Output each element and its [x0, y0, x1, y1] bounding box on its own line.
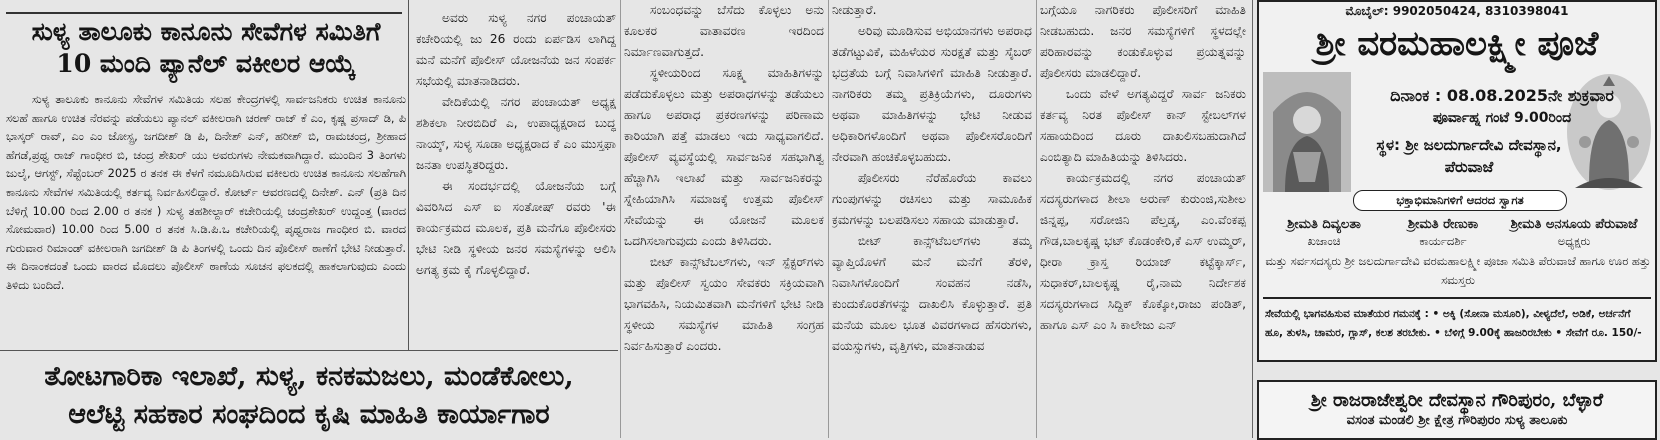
ad-note: ಸೇವೆಯಲ್ಲಿ ಭಾಗವಹಿಸುವ ಮಾತೆಯರ ಗಮನಕ್ಕೆ : • ಅಕ್ಕಿ (ಸೋನಾ ಮಸೂರಿ), ವೀಳ್ಯದೆಲೆ, ಅಡಿಕೆ, ಅರ್ಚನೆಗೆ ಹೂ, ತುಳಸಿ, ಚಾಮರ, ಗ್ಲಾಸ್, ಕಲಶ ತರಬೇಕು. • ಬೆಳಿಗ್ಗೆ 9.00ಕ್ಕೆ ಹಾಜರಿರಬೇಕು • ಸೇವೆಗೆ ರೂ. 150/-: [1265, 308, 1642, 339]
paragraph: ಈ ಸಂದರ್ಭದಲ್ಲಿ ಯೋಜನೆಯ ಬಗ್ಗೆ ವಿವರಿಸಿದ ಎಸ್ ಐ ಸಂತೋಷ್ ರವರು 'ಈ ಕಾರ್ಯಕ್ರಮದ ಮೂಲಕ, ಪ್ರತಿ ಮನೆಗೂ ಪೊಲೀಸರು ಭೇಟಿ ನೀಡಿ ಸ್ಥಳೀಯ ಜನರ ಸಮಸ್ಯೆಗಳನ್ನು ಆಲಿಸಿ ಅಗತ್ಯ ಕ್ರಮ ಕೈ ಗೊಳ್ಳಲಿದ್ದಾರೆ.: [416, 179, 616, 277]
paragraph: ಕಾರ್ಯಕ್ರಮದಲ್ಲಿ ನಗರ ಪಂಚಾಯತ್ ಸದಸ್ಯರುಗಳಾದ ಶೀಲಾ ಅರುಣ್ ಕುರುಂಜಿ,ಸುಶೀಲ ಜಿನ್ನಪ್ಪ, ಸರೋಜಿನಿ ಪೆಲ್ತಡ್ಕ, ಎಂ.ವೆಂಕಪ್ಪ ಗೌಡ,ಬಾಲಕೃಷ್ಣ ಭಟ್ ಕೊಡಂಕೇರಿ,ಕೆ ಎಸ್ ಉಮ್ಮರ್, ಧೀರಾ ಕ್ರಾಸ್ತ ರಿಯಾಜ್ ಕಟ್ಟೆಕ್ಕಾರ್ಸ್, ಸುಧಾಕರ್,ಬಾಲಕೃಷ್ಣ ರೈ,ನಾಮ ನಿರ್ದೇಶಕ ಸದಸ್ಯರುಗಳಾದ ಸಿದ್ದಿಕ್ ಕೊಕ್ಕೋ,ರಾಜು ಪಂಡಿತ್, ಹಾಗೂ ಎಸ್ ಎಂ ಸಿ ಕಾಲೇಜು ಎನ್: [1040, 171, 1246, 332]
column-rule: [1036, 0, 1037, 438]
organizer-name: ಶ್ರೀಮತಿ ಅನಸೂಯ ಪೆರುವಾಜೆ: [1510, 217, 1638, 232]
paragraph: ಪೊಲೀಸರು ನೆರೆಹೊರೆಯ ಕಾವಲು ಗುಂಪುಗಳನ್ನು ರಚಿಸಲು ಮತ್ತು ಸಾಮೂಹಿಕ ಕ್ರಮಗಳನ್ನು ಬಲಪಡಿಸಲು ಸಹಾಯ ಮಾಡುತ್ತಾರೆ.: [832, 171, 1032, 227]
article-column-4: [832, 0, 1032, 438]
organizer-name: ಶ್ರೀಮತಿ ದಿವ್ಯಲತಾ: [1287, 217, 1361, 232]
ad2-title: ಶ್ರೀ ರಾಜರಾಜೇಶ್ವರೀ ದೇವಸ್ಥಾನ ಗೌರಿಪುರಂ, ಬೆಳ್ಳಾರೆ: [1310, 390, 1604, 411]
article-legal-services: [6, 0, 406, 348]
article-body: ಸುಳ್ಯ ತಾಲೂಕು ಕಾನೂನು ಸೇವೆಗಳ ಸಮಿತಿಯ ಸಲಹ ಕೇಂದ್ರಗಳಲ್ಲಿ ಸಾರ್ವಜನಿಕರು ಉಚಿತ ಕಾನೂನು ಸಲಹೆ ಹಾಗೂ ಉಚಿತ ನೆರವನ್ನು ಪಡೆಯಲು ಪ್ಯಾನಲ್ ವಕೀಲರಾಗಿ ಚರಣ್ ರಾಜ್ ಕೆ ಎಂ, ಕೃಷ್ಣ ಪ್ರಸಾದ್ ಡಿ, ಪಿ ಭಾಸ್ಕರ್ ರಾವ್, ಎಂ ಎಂ ಜೋಸ್ಪ್ರ, ಜಗದೀಶ್ ಡಿ ಪಿ, ದಿನೇಶ್ ಎನ್, ಹರೀಶ್ ಬಿ, ರಾಮಚಂದ್ರ, ಶ್ರೀಹಾದ ಹೆಗಡೆ,ಪ್ರಥ್ವ ರಾಜ್ ಗಾಂಧೀರ ಬಿ, ಚಂದ್ರ ಶೇಖರ್ ಯು ಅವರುಗಳು ನೇಮಕವಾಗಿದ್ದಾರೆ. ಮುಂದಿನ 3 ತಿಂಗಳು ಜುಲೈ, ಆಗಸ್ಟ್, ಸೆಪ್ಟೆಂಬರ್ 2025 ರ ತನಕ ಈ ಕೆಳಗೆ ನಮೂದಿಸಿರುವ ವಕೀಲರು ಉಚಿತ ಕಾನೂನು ಸಲಹೆಗಾಗಿ ಕಾನೂನು ಸೇವೆಗಳ ಸಮಿತಿಯಲ್ಲಿ ಕರ್ತವ್ಯ ನಿರ್ವಹಿಸಲಿದ್ದಾರೆ. ಕೋರ್ಟ್ ಆವರಣದಲ್ಲಿ ದಿನೇಶ್. ಎನ್ (ಪ್ರತಿ ದಿನ ಬೆಳಿಗ್ಗೆ 10.00 ರಿಂದ 2.00 ರ ತನಕ ) ಸುಳ್ಯ ತಹಶೀಲ್ದಾರ್ ಕಚೇರಿಯಲ್ಲಿ ಚಂದ್ರಶೇಖರ್ ಉದ್ದಂತ್ತ (ವಾರದ ಸೋಮವಾರ) 10.00 ರಿಂದ 5.00 ರ ತನಕ ಸಿ.ಡಿ.ಪಿ.ಒ ಕಚೇರಿಯಲ್ಲಿ ಪೃಥ್ವರಾಜ ಗಾಂಧೀರ ಬಿ. ವಾರದ ಗುರುವಾರ ರಿಮಾಂಡ್ ವಕೀಲರಾಗಿ ಜಗದೀಶ್ ಡಿ ಪಿ ತಿಂಗಳಲ್ಲಿ ಒಂದು ದಿನ ಪೊಲೀಸ್ ಠಾಣೆಗೆ ಭೇಟಿ ನೀಡುತ್ತಾರೆ. ಈ ದಿನಾಂಕದಂತೆ ಒಂದು ವಾರದ ಮೊದಲು ಪೊಲೀಸ್ ಠಾಣೆಯ ಸೂಚನ ಫಲಕದಲ್ಲಿ ಹಾಕಲಾಗುವುದು ಎಂದು ತಿಳಿದು ಬಂದಿದೆ.: [6, 92, 406, 292]
organizer-role: ಖಜಾಂಚಿ: [1307, 234, 1341, 248]
page-gutter: [1252, 0, 1253, 438]
ad-time: ಪೂರ್ವಾಹ್ನ ಗಂಟೆ 9.00ರಿಂದ: [1432, 110, 1572, 126]
paragraph: ಸ್ಥಳೀಯರಿಂದ ಸೂಕ್ಷ್ಮ ಮಾಹಿತಿಗಳನ್ನು ಪಡೆದುಕೊಳ್ಳಲು ಮತ್ತು ಅಪರಾಧಗಳನ್ನು ತಡೆಯಲು ಹಾಗೂ ಅಪರಾಧ ಪ್ರಕರಣಗಳನ್ನು ಪರಿಣಾಮ ಕಾರಿಯಾಗಿ ಪತ್ತೆ ಮಾಡಲು ಇದು ಸಾಧ್ಯವಾಗಲಿದೆ. ಪೊಲೀಸ್ ವ್ಯವಸ್ಥೆಯಲ್ಲಿ ಸಾರ್ವಜನಿಕ ಸಹಭಾಗಿತ್ವ ಹೆಚ್ಚಾಗಿಸಿ ಇಲಾಖೆ ಮತ್ತು ಸಾರ್ವಜನಿಕರನ್ನು ಸ್ನೇಹಿಯಾಗಿಸಿ ಸಮಾಜಕ್ಕೆ ಉತ್ತಮ ಪೊಲೀಸ್ ಸೇವೆಯನ್ನು ಈ ಯೋಜನೆ ಮೂಲಕ ಒದಗಿಸಲಾಗುವುದು ಎಂದು ತಿಳಿಸಿದರು.: [624, 66, 824, 248]
paragraph: ಬೀಟ್ ಕಾನ್ಸ್‌ಟೆಬಲ್‌ಗಳು ತಮ್ಮ ವ್ಯಾಪ್ತಿಯೊಳಗೆ ಮನೆ ಮನೆಗೆ ತೆರಳಿ, ನಿವಾಸಿಗಳೊಂದಿಗೆ ಸಂವಹನ ನಡೆಸಿ, ಕುಂದುಕೊರತೆಗಳನ್ನು ದಾಖಲಿಸಿ ಕೊಳ್ಳುತ್ತಾರೆ. ಪ್ರತಿ ಮನೆಯ ಮೂಲ ಭೂತ ವಿವರಗಳಾದ ಹೆಸರುಗಳು, ವಯಸ್ಸುಗಳು, ವೃತ್ತಿಗಳು, ಮಾತನಾಡುವ: [832, 234, 1032, 353]
ad-divider: [1263, 297, 1651, 299]
paragraph: ಅರಿವು ಮೂಡಿಸುವ ಅಭಿಯಾನಗಳು ಅಪರಾಧ ತಡೆಗಟ್ಟುವಿಕೆ, ಮಹಿಳೆಯರ ಸುರಕ್ಷತೆ ಮತ್ತು ಸೈಬರ್ ಭದ್ರತೆಯ ಬಗ್ಗೆ ನಿವಾಸಿಗಳಿಗೆ ಮಾಹಿತಿ ನೀಡುತ್ತಾರೆ. ನಾಗರಿಕರು ತಮ್ಮ ಪ್ರತಿಕ್ರಿಯೆಗಳು, ದೂರುಗಳು ಅಥವಾ ಮಾಹಿತಿಗಳನ್ನು ಭೇಟಿ ನೀಡುವ ಅಧಿಕಾರಿಗಳೊಂದಿಗೆ ಅಥವಾ ಪೊಲೀಸರೊಂದಿಗೆ ನೇರವಾಗಿ ಹಂಚಿಕೊಳ್ಳಬಹುದು.: [832, 24, 1032, 164]
advertisement-rajarajeshwari-temple: [1257, 380, 1657, 440]
column-rule: [620, 0, 621, 438]
column-rule: [408, 0, 409, 350]
ad-members: ಮತ್ತು ಸರ್ವಸದಸ್ಯರು ಶ್ರೀ ಜಲದುರ್ಗಾದೇವಿ ವರಮಹಾಲಕ್ಷ್ಮೀ ಪೂಜಾ ಸಮಿತಿ ಪೆರುವಾಜೆ ಹಾಗೂ ಊರ ಹತ್ತು ಸಮಸ್ತರು: [1265, 254, 1651, 287]
paragraph: ವೇದಿಕೆಯಲ್ಲಿ ನಗರ ಪಂಚಾಯತ್ ಅಧ್ಯಕ್ಷ ಶಶಿಕಲಾ ನೀರಬಿದಿರೆ ಎ, ಉಪಾಧ್ಯಕ್ಷರಾದ ಬುದ್ಧ ನಾಯ್ಕ್, ಸುಳ್ಯ ಸೂಡಾ ಅಧ್ಯಕ್ಷರಾದ ಕೆ ಎಂ ಮುಸ್ತಫಾ ಜನತಾ ಉಪಸ್ಥಿತರಿದ್ದರು.: [416, 95, 616, 172]
article-headline-line2: ಆಲೆಟ್ಟಿ ಸಹಕಾರ ಸಂಘದಿಂದ ಕೃಷಿ ಮಾಹಿತಿ ಕಾರ್ಯಾಗಾರ: [68, 399, 550, 430]
ad-welcome-banner: ಭಕ್ತಾಭಿಮಾನಿಗಳಿಗೆ ಆದರದ ಸ್ವಾಗತ: [1353, 190, 1567, 211]
ad2-subtitle: ವಸಂತ ಮಂಡಲಿ ಶ್ರೀ ಕ್ಷೇತ್ರ ಗೌರಿಪುರಂ ಸುಳ್ಯ ತಾಲೂಕು: [1346, 413, 1568, 428]
advertisement-varamahalakshmi-pooja: [1257, 0, 1657, 362]
ad-phone: ಮೊಬೈಲ್: 9902050424, 8310398041: [1345, 4, 1569, 18]
article-column-3: [624, 0, 824, 438]
paragraph: ಬಗ್ಗೆಯೂ ನಾಗರಿಕರು ಪೊಲೀಸರಿಗೆ ಮಾಹಿತಿ ನೀಡಬಹುದು. ಜನರ ಸಮಸ್ಯೆಗಳಿಗೆ ಸ್ಥಳದಲ್ಲೇ ಪರಿಹಾರವನ್ನು ಕಂಡುಕೊಳ್ಳುವ ಪ್ರಯತ್ನವನ್ನು ಪೊಲೀಸರು ಮಾಡಲಿದ್ದಾರೆ.: [1040, 3, 1246, 80]
temple-illustration-icon: [1263, 72, 1351, 192]
paragraph: ನೀಡುತ್ತಾರೆ.: [832, 3, 877, 17]
ad-title: ಶ್ರೀ ವರಮಹಾಲಕ್ಷ್ಮೀ ಪೂಜೆ: [1315, 24, 1599, 64]
article-column-2: [416, 8, 616, 348]
paragraph: ಬೀಟ್ ಕಾನ್ಸ್‌ಟೆಬಲ್‌ಗಳು, ಇನ್ ಸ್ಪೆಕ್ಟರ್‌ಗಳು ಮತ್ತು ಪೊಲೀಸ್ ಸ್ವಯಂ ಸೇವಕರು ಸಕ್ರಿಯವಾಗಿ ಭಾಗವಹಿಸಿ, ನಿಯಮಿತವಾಗಿ ಮನೆಗಳಿಗೆ ಭೇಟಿ ನೀಡಿ ಸ್ಥಳೀಯ ಸಮಸ್ಯೆಗಳ ಮಾಹಿತಿ ಸಂಗ್ರಹ ನಿರ್ವಹಿಸುತ್ತಾರೆ ಎಂದರು.: [624, 255, 824, 353]
ad-organizer: [1383, 216, 1503, 250]
organizer-role: ಅಧ್ಯಕ್ಷರು: [1557, 234, 1591, 248]
ad-venue: ಸ್ಥಳ: ಶ್ರೀ ಜಲದುರ್ಗಾದೇವಿ ದೇವಸ್ಥಾನ, ಪೆರುವಾಜೆ: [1376, 136, 1562, 176]
section-divider: [0, 350, 618, 351]
article-horticulture: [0, 358, 618, 438]
organizer-role: ಕಾರ್ಯದರ್ಶಿ: [1419, 234, 1467, 248]
column-rule: [6, 12, 402, 14]
ad-organizer: [1493, 216, 1655, 250]
organizer-name: ಶ್ರೀಮತಿ ರೇಣುಕಾ: [1407, 217, 1479, 232]
paragraph: ಸಂಬಂಧವನ್ನು ಬೆಸೆದು ಕೊಳ್ಳಲು ಅನು ಕೂಲಕರ ವಾತಾವರಣ ಇರದಿಂದ ನಿರ್ಮಾಣವಾಗುತ್ತದೆ.: [624, 3, 824, 59]
article-headline: ಸುಳ್ಯ ತಾಲೂಕು ಕಾನೂನು ಸೇವೆಗಳ ಸಮಿತಿಗೆ: [31, 17, 381, 46]
paragraph: ಒಂದು ವೇಳೆ ಅಗತ್ಯವಿದ್ದರೆ ಸಾರ್ವ ಜನಿಕರು ಕರ್ತವ್ಯ ನಿರತ ಪೊಲೀಸ್ ಕಾನ್ ಸ್ಟೇಬಲ್‌ಗಳ ಸಹಾಯದಿಂದ ದೂರು ದಾಖಲಿಸಬಹುದಾಗಿದೆ ಎಂಬಿತ್ಯಾದಿ ಮಾಹಿತಿಯನ್ನು ತಿಳಿಸಿದರು.: [1040, 87, 1246, 164]
ad-organizer: [1263, 216, 1385, 250]
article-headline-line2: 10 ಮಂದಿ ಪ್ಯಾನೆಲ್ ವಕೀಲರ ಆಯ್ಕೆ: [56, 49, 356, 78]
ad-date: ದಿನಾಂಕ : 08.08.2025ನೇ ಶುಕ್ರವಾರ: [1390, 86, 1614, 105]
article-headline: ತೋಟಗಾರಿಕಾ ಇಲಾಖೆ, ಸುಳ್ಯ, ಕನಕಮಜಲು, ಮಂಡೆಕೋಲು,: [44, 361, 574, 392]
paragraph: ಅವರು ಸುಳ್ಯ ನಗರ ಪಂಚಾಯತ್ ಕಚೇರಿಯಲ್ಲಿ ಜು 26 ರಂದು ಏರ್ಪಡಿಸ ಲಾಗಿದ್ದ ಮನೆ ಮನೆಗೆ ಪೊಲೀಸ್ ಯೋಜನೆಯ ಜನ ಸಂಪರ್ಕ ಸಭೆಯಲ್ಲಿ ಮಾತನಾಡಿದರು.: [416, 11, 616, 88]
article-column-5: [1040, 0, 1246, 438]
column-rule: [828, 0, 829, 438]
